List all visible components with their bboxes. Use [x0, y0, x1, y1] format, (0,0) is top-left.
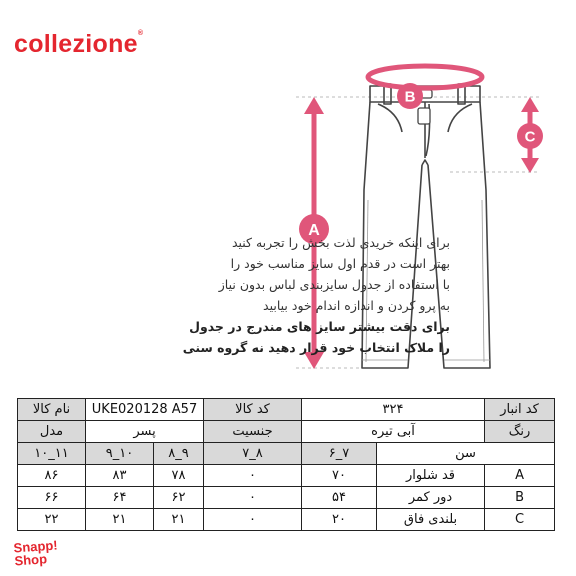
- registered-mark: ®: [137, 30, 144, 37]
- color-label: رنگ: [485, 421, 555, 443]
- size-value: ۲۱: [154, 509, 204, 531]
- desc-line-1: برای اینکه خریدی لذت بخش را تجربه کنید: [231, 235, 450, 250]
- size-value: ۰: [204, 465, 302, 487]
- size-value: ۶۲: [154, 487, 204, 509]
- snapp-logo-line-2: Shop: [13, 551, 48, 569]
- warehouse-code-label: کد انبار: [485, 399, 555, 421]
- size-value: ۷۸: [154, 465, 204, 487]
- row-label: بلندی فاق: [377, 509, 485, 531]
- size-value: ۰: [204, 487, 302, 509]
- desc-line-4: به پرو کردن و اندازه اندام خود بیابید: [263, 298, 450, 313]
- gender-value: پسر: [86, 421, 204, 443]
- size-value: ۲۲: [18, 509, 86, 531]
- product-code-label: کد کالا: [204, 399, 302, 421]
- size-row-c: [18, 509, 555, 531]
- badge-a-label: A: [308, 222, 320, 239]
- age-group: ۹_۱۰: [86, 443, 154, 465]
- product-code: UKE020128 A57: [86, 399, 204, 421]
- size-row-b: [18, 487, 555, 509]
- waist-measure-ring: [368, 66, 482, 88]
- size-tag: [418, 108, 430, 124]
- age-group: ۷_۸: [204, 443, 302, 465]
- badge-b-label: B: [404, 88, 416, 106]
- row-code: B: [485, 487, 555, 509]
- row-label: دور کمر: [377, 487, 485, 509]
- desc-line-3: با استفاده از جدول سایزبندی لباس بدون نیاز: [218, 277, 450, 292]
- product-row-1: [18, 399, 555, 421]
- size-value: ۶۴: [86, 487, 154, 509]
- size-value: ۸۶: [18, 465, 86, 487]
- age-group: ۶_۷: [302, 443, 377, 465]
- snapp-logo-line-1: Snapp!: [13, 537, 59, 556]
- size-value: ۰: [204, 509, 302, 531]
- age-header-row: [18, 443, 555, 465]
- desc-line-6: را ملاک انتخاب خود قرار دهید نه گروه سنی: [182, 340, 450, 355]
- age-group: ۱۰_۱۱: [18, 443, 86, 465]
- size-value: ۲۱: [86, 509, 154, 531]
- snapp-shop-logo: [13, 538, 59, 567]
- size-value: ۷۰: [302, 465, 377, 487]
- color-value: آبی تیره: [302, 421, 485, 443]
- desc-line-2: بهتر است در قدم اول سایز مناسب خود را: [230, 256, 450, 271]
- size-guide-description: [150, 232, 450, 358]
- model-label: مدل: [18, 421, 86, 443]
- row-code: A: [485, 465, 555, 487]
- product-size-table: [17, 398, 555, 531]
- size-value: ۸۳: [86, 465, 154, 487]
- badge-c-label: C: [524, 128, 536, 146]
- row-code: C: [485, 509, 555, 531]
- size-value: ۲۰: [302, 509, 377, 531]
- brand-name: collezione: [14, 30, 138, 58]
- gender-label: جنسیت: [204, 421, 302, 443]
- desc-line-5: برای دقت بیشتر سایز های مندرج در جدول: [189, 319, 450, 334]
- size-value: ۶۶: [18, 487, 86, 509]
- product-row-2: [18, 421, 555, 443]
- age-group: ۸_۹: [154, 443, 204, 465]
- product-name-label: نام کالا: [18, 399, 86, 421]
- size-row-a: [18, 465, 555, 487]
- row-label: قد شلوار: [377, 465, 485, 487]
- warehouse-code: ۳۲۴: [302, 399, 485, 421]
- age-label: سن: [377, 443, 555, 465]
- size-value: ۵۴: [302, 487, 377, 509]
